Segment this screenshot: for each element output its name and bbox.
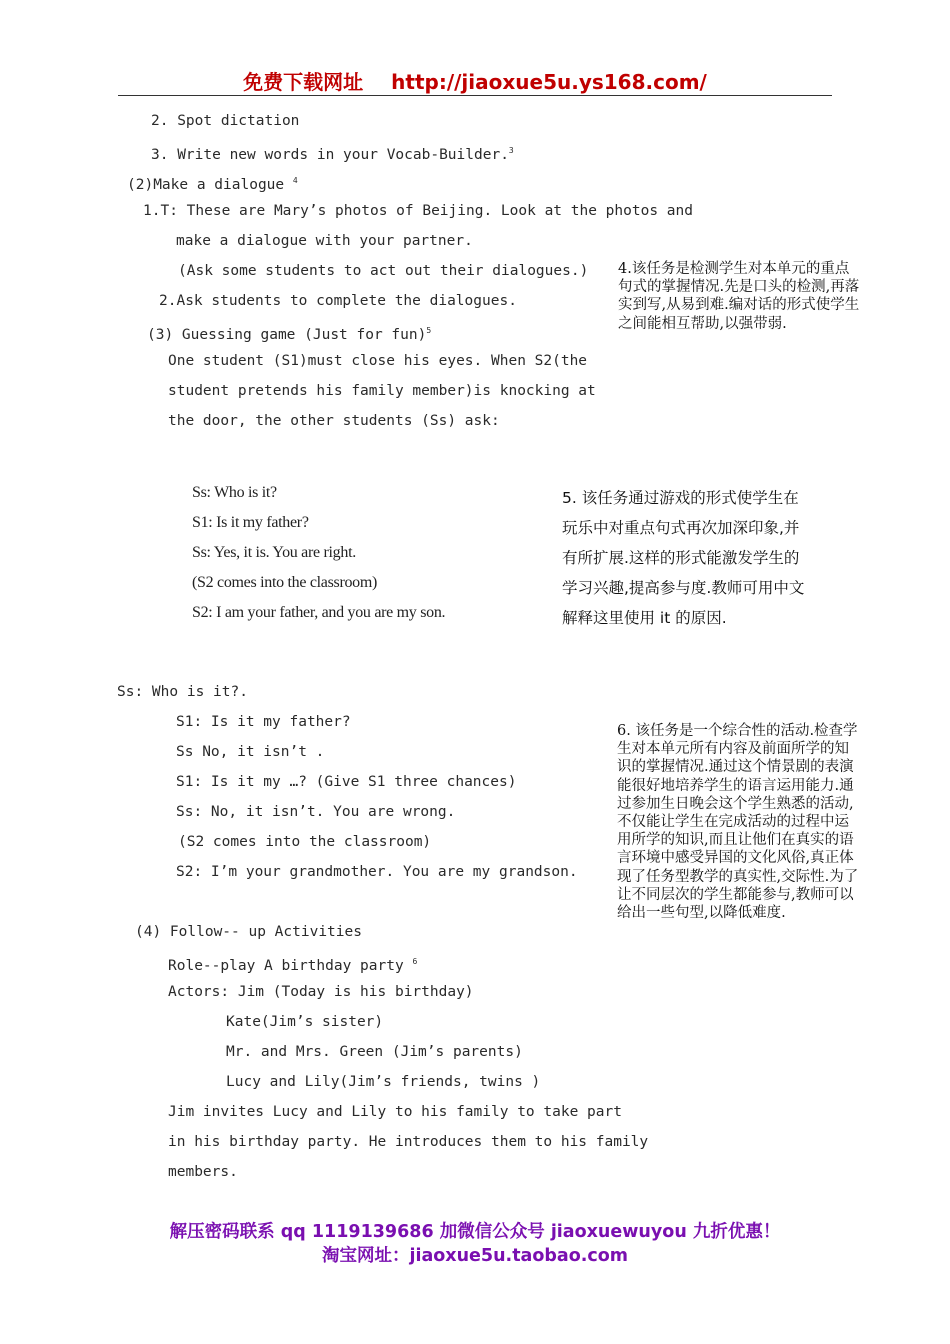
line-game-3: the door, the other students (Ss) ask: xyxy=(168,413,500,429)
line-invite-2: in his birthday party. He introduces them to his family xyxy=(168,1134,649,1150)
line-text: (2)Make a dialogue xyxy=(127,176,285,193)
line-who-is-it: Ss: Who is it?. xyxy=(117,684,248,700)
header-url[interactable]: http://jiaoxue5u.ys168.com/ xyxy=(391,70,707,94)
line-text: Role--play A birthday party xyxy=(168,957,404,974)
line-three-chances: S1: Is it my …? (Give S1 three chances) xyxy=(176,774,517,790)
dialog-line-5: S2: I am your father, and you are my son. xyxy=(192,604,446,621)
line-teacher-photos: 1.T: These are Mary’s photos of Beijing. Look at the photos and xyxy=(143,203,693,219)
dialog-line-3: Ss: Yes, it is. You are right. xyxy=(192,544,356,561)
line-you-are-wrong: Ss: No, it isn’t. You are wrong. xyxy=(176,804,456,820)
footer-contact: 解压密码联系 qq 1119139686 加微信公众号 jiaoxuewuyou 九折优惠！ xyxy=(169,1222,781,1242)
line-make-dialogue: make a dialogue with your partner. xyxy=(176,233,473,249)
footnote-ref: 6 xyxy=(412,957,418,966)
line-invite-3: members. xyxy=(168,1164,238,1180)
line-s2-comes-in: (S2 comes into the classroom) xyxy=(178,834,432,850)
line-grandmother: S2: I’m your grandmother. You are my grandson. xyxy=(176,864,578,880)
footer-taobao[interactable]: 淘宝网址：jiaoxue5u.taobao.com xyxy=(321,1246,629,1266)
teacher-note-6: 6. 该任务是一个综合性的活动.检查学生对本单元所有内容及前面所学的知识的掌握情况.通过这个情景剧的表演能很好地培养学生的语言运用能力.通过参加生日晚会这个学生熟悉的活动,不仅能让学生在完成活动的过程中运用所学的知识,而且让他们在真实的语言环境中感受异国的文化风俗,真正体现了任务型教学的真实性,交际性.为了让不同层次的学生都能参与,教师可以给出一些句型,以降低难度. xyxy=(617,723,859,922)
line-actors-parents: Mr. and Mrs. Green (Jim’s parents) xyxy=(226,1044,523,1060)
line-write-new-words xyxy=(151,141,514,165)
footnote-ref: 4 xyxy=(292,176,298,185)
line-role-play xyxy=(168,952,417,976)
line-invite-1: Jim invites Lucy and Lily to his family to take part xyxy=(168,1104,622,1120)
footnote-ref: 5 xyxy=(426,326,432,335)
page-header xyxy=(0,66,950,95)
line-text: 3. Write new words in your Vocab-Builder. xyxy=(151,146,509,163)
line-is-it-father: S1: Is it my father? xyxy=(176,714,351,730)
footnote-ref: 3 xyxy=(508,146,514,155)
dialog-line-4: (S2 comes into the classroom) xyxy=(192,574,378,591)
dialog-line-1: Ss: Who is it? xyxy=(192,484,277,501)
line-complete-dialogues: 2.Ask students to complete the dialogues. xyxy=(159,293,517,309)
line-ask-students-act: (Ask some students to act out their dialogues.) xyxy=(178,263,589,279)
line-spot-dictation: 2. Spot dictation xyxy=(151,113,300,129)
header-label: 免费下载网址 xyxy=(243,70,364,94)
line-game-2: student pretends his family member)is knocking at xyxy=(168,383,596,399)
dialog-line-2: S1: Is it my father? xyxy=(192,514,309,531)
section-follow-up: (4) Follow-- up Activities xyxy=(135,924,362,940)
line-text: (3) Guessing game (Just for fun) xyxy=(147,326,427,343)
header-divider xyxy=(118,95,832,96)
line-actors-jim: Actors: Jim (Today is his birthday) xyxy=(168,984,474,1000)
line-no-it-isnt: Ss No, it isn’t . xyxy=(176,744,325,760)
line-actors-friends: Lucy and Lily(Jim’s friends, twins ) xyxy=(226,1074,541,1090)
section-guessing-game xyxy=(147,321,431,345)
line-game-1: One student (S1)must close his eyes. When S2(the xyxy=(168,353,588,369)
teacher-note-5: 5. 该任务通过游戏的形式使学生在玩乐中对重点句式再次加深印象,并有所扩展.这样的形式能激发学生的学习兴趣,提高参与度.教师可用中文解释这里使用 it 的原因. xyxy=(562,489,805,627)
line-actors-kate: Kate(Jim’s sister) xyxy=(226,1014,384,1030)
teacher-note-4: 4.该任务是检测学生对本单元的重点句式的掌握情况.先是口头的检测,再落实到写,从易到难.编对话的形式使学生之间能相互帮助,以强带弱. xyxy=(618,261,860,332)
section-make-dialogue xyxy=(127,171,298,195)
